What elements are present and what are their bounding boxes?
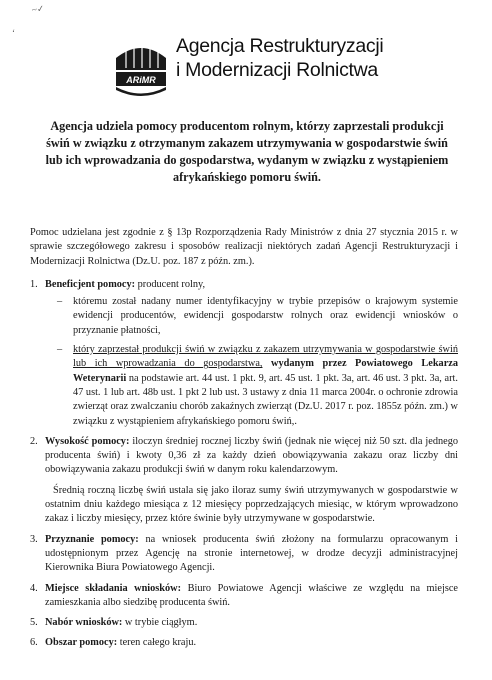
scan-tick: ʻ: [12, 28, 15, 38]
scan-mark: ~✓: [31, 3, 45, 15]
list-item: [30, 636, 458, 650]
item-text: teren całego kraju.: [117, 637, 197, 649]
brand-line-1: Agencja Restrukturyzacji: [176, 35, 384, 57]
item-text: na wniosek producenta świń złożony na formularzu opracowanym i udostępnionym przez Agencję na stronie internetowej, w drodze decyzji administracyjnej Kierownika Biura Powiatowego Agencji.: [45, 533, 458, 574]
brand-line-2: i Modernizacji Rolnictwa: [176, 59, 378, 81]
item-number: 5.: [30, 617, 38, 629]
item-number: 3.: [30, 533, 38, 545]
item-text: iloczyn średniej rocznej liczby świń (jednak nie więcej niż 50 szt. dla jednego producenta świń) i kwoty 0,36 zł za każdy dzień obowiązywania zakazu oraz liczby dni obowiązywania zakazu produkcji świń w danym roku kalendarzowym.: [45, 435, 458, 476]
item-text: producent rolny,: [135, 278, 206, 290]
item-label: Obszar pomocy:: [45, 637, 118, 649]
list-item: [30, 582, 458, 611]
intro-paragraph: Pomoc udzielana jest zgodnie z § 13p Rozporządzenia Rady Ministrów z dnia 27 stycznia 2015 r. w sprawie szczegółowego zakresu i sposobów realizacji niektórych zadań Agencji Restrukturyzacji i Modernizacji Rolnictwa (Dz.U. poz. 187 z późn. zm.).: [30, 227, 458, 267]
item-label: Nabór wniosków:: [45, 617, 123, 629]
document-title: Agencja udziela pomocy producentom rolnym, którzy zaprzestali produkcji świń w związku z otrzymanym zakazem utrzymywania w gospodarstwie świń lub ich wprowadzania do gospodarstwa, wydanym w związku z wystąpieniem afrykańskiego pomoru świń.: [45, 119, 449, 184]
item-number: 1.: [30, 278, 38, 290]
list-item: [30, 435, 458, 527]
item-number: 2.: [30, 435, 38, 447]
dash-bullet: –: [57, 296, 63, 308]
sub-list-item: [45, 295, 458, 338]
arimr-logo-graphic: [112, 34, 170, 96]
svg-text:ARiMR: ARiMR: [126, 75, 156, 85]
item-label: Wysokość pomocy:: [45, 435, 130, 447]
item-text: w trybie ciągłym.: [122, 617, 198, 629]
item-number: 6.: [30, 637, 38, 649]
sub-item-rest: na podstawie art. 44 ust. 1 pkt. 9, art. 45 ust. 1 pkt. 3a, art. 46 ust. 3 pkt. 3a, art. 47 ust. 1 lub art. 48b ust. 1 pkt 2 lub ust. 3 ustawy z dnia 11 marca 2004r. o ochronie zdrowia zwierząt oraz zwalczaniu chorób zakaźnych zwierząt (Dz.U. 2017 r. poz. 1855z późn. zm.) w związku z wystąpieniem afrykańskiego pomoru świń,.: [73, 372, 458, 427]
sub-item-bold: wydanym przez Powiatowego Lekarza Weterynarii: [73, 358, 458, 384]
dash-bullet: –: [57, 344, 63, 356]
sub-list-item: [45, 343, 458, 429]
list-item: [30, 533, 458, 576]
items-list: [30, 278, 458, 651]
item-label: Przyznanie pomocy:: [45, 533, 139, 545]
item-text: Biuro Powiatowe Agencji właściwe ze względu na miejsce zamieszkania albo siedzibę producenta świń.: [45, 582, 458, 608]
brand-name: [176, 34, 383, 82]
document-body: [30, 226, 458, 657]
item-number: 4.: [30, 582, 38, 594]
sub-item-underlined: który zaprzestał produkcji świń w związku z zakazem utrzymywania w gospodarstwie świń lub ich wprowadzania do gospodarstwa,: [73, 344, 458, 370]
item-paragraph: Średnią roczną liczbę świń ustala się jako iloraz sumy świń utrzymywanych w gospodarstwie w ostatnim dniu każdego miesiąca z 12 miesięcy poprzedzających miesiąc, w którym wprowadzono zakaz i liczby miesięcy, przez które świnie były utrzymywane w gospodarstwie.: [45, 484, 458, 525]
list-item: [30, 616, 458, 630]
sub-list: [45, 295, 458, 429]
item-label: Beneficjent pomocy:: [45, 278, 136, 290]
item-label: Miejsce składania wniosków:: [45, 582, 182, 594]
arimr-logo: [112, 34, 170, 96]
sub-item-text: któremu został nadany numer identyfikacyjny w trybie przepisów o krajowym systemie ewidencji producentów, ewidencji gospodarstw rolnych oraz ewidencji wniosków o przyznanie płatności,: [73, 296, 458, 336]
list-item: [30, 278, 458, 429]
